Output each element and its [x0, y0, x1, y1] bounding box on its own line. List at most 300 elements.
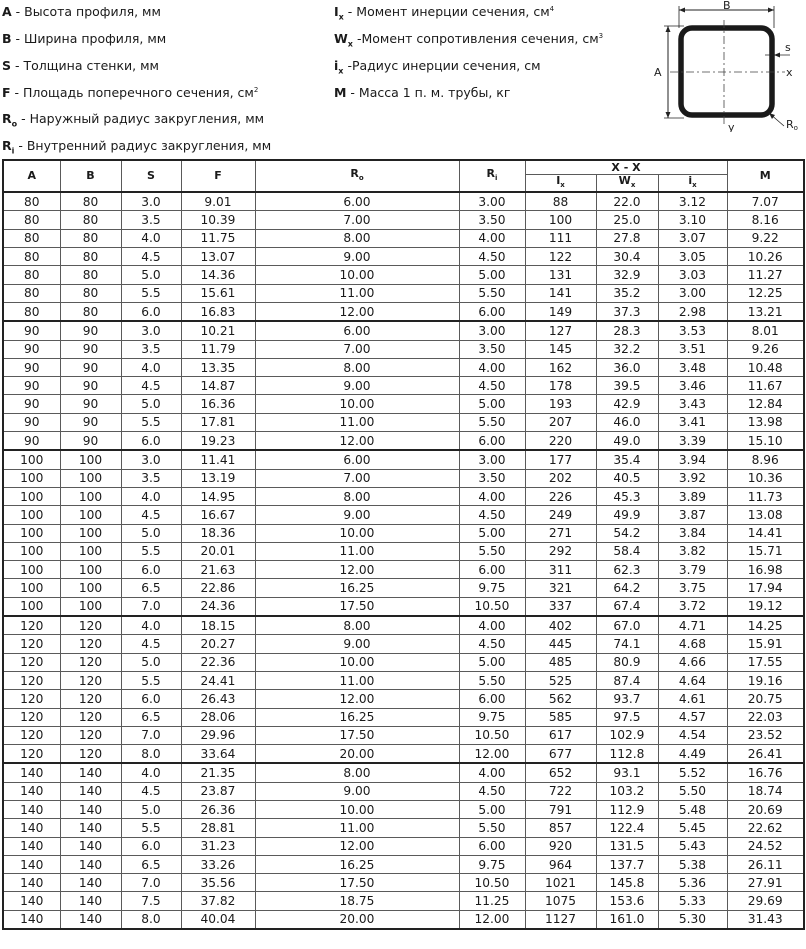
table-cell: 3.03 [658, 266, 727, 284]
table-cell: 249 [525, 506, 596, 524]
table-cell: 11.73 [727, 487, 804, 505]
table-cell: 100 [60, 579, 121, 597]
table-cell: 964 [525, 855, 596, 873]
table-cell: 80.9 [596, 653, 658, 671]
table-cell: 5.0 [121, 266, 181, 284]
table-cell: 33.64 [181, 745, 255, 764]
legend-right-item: $W_x$ -Момент сопротивления сечения, $см^3$ [334, 31, 604, 49]
table-row [3, 469, 804, 487]
table-cell: 7.07 [727, 192, 804, 211]
table-cell: 5.5 [121, 819, 181, 837]
legend-left [2, 0, 271, 161]
table-cell: 17.81 [181, 413, 255, 431]
table-cell: 100 [60, 597, 121, 616]
table-cell: 122.4 [596, 819, 658, 837]
table-cell: 141 [525, 284, 596, 302]
profile-table [2, 159, 805, 930]
table-cell: 5.5 [121, 413, 181, 431]
table-cell: 35.56 [181, 874, 255, 892]
table-cell: 20.27 [181, 635, 255, 653]
table-cell: 11.00 [255, 819, 459, 837]
table-cell: 10.48 [727, 358, 804, 376]
table-cell: 11.67 [727, 377, 804, 395]
table-cell: 112.9 [596, 800, 658, 818]
table-cell: 140 [3, 892, 60, 910]
table-cell: 25.0 [596, 211, 658, 229]
table-row [3, 671, 804, 689]
table-row [3, 340, 804, 358]
table-cell: 31.43 [727, 910, 804, 929]
table-cell: 6.00 [459, 432, 525, 451]
table-cell: 62.3 [596, 561, 658, 579]
table-cell: 140 [60, 874, 121, 892]
table-cell: 3.0 [121, 450, 181, 469]
table-cell: 49.9 [596, 506, 658, 524]
table-cell: 122 [525, 248, 596, 266]
table-cell: 120 [60, 671, 121, 689]
table-cell: 3.51 [658, 340, 727, 358]
table-cell: 4.66 [658, 653, 727, 671]
label-x: x [786, 66, 793, 79]
table-cell: 7.00 [255, 340, 459, 358]
legend-right-item: $I_x$ - Момент инерции сечения, $см^4$ [334, 4, 555, 22]
table-cell: 120 [60, 708, 121, 726]
table-cell: 140 [3, 800, 60, 818]
table-cell: 6.00 [459, 561, 525, 579]
table-cell: 4.64 [658, 671, 727, 689]
table-cell: 5.30 [658, 910, 727, 929]
table-row [3, 211, 804, 229]
table-cell: 90 [3, 377, 60, 395]
table-cell: 220 [525, 432, 596, 451]
table-cell: 5.0 [121, 800, 181, 818]
table-cell: 617 [525, 726, 596, 744]
table-cell: 80 [60, 192, 121, 211]
table-cell: 16.25 [255, 855, 459, 873]
profile-cross-section-diagram [650, 0, 806, 132]
table-cell: 17.50 [255, 597, 459, 616]
table-cell: 12.00 [459, 910, 525, 929]
table-cell: 137.7 [596, 855, 658, 873]
table-cell: 12.00 [255, 432, 459, 451]
table-cell: 24.36 [181, 597, 255, 616]
table-cell: 6.5 [121, 708, 181, 726]
table-cell: 120 [60, 745, 121, 764]
table-cell: 5.0 [121, 653, 181, 671]
table-cell: 12.84 [727, 395, 804, 413]
table-cell: 10.00 [255, 266, 459, 284]
table-cell: 120 [60, 690, 121, 708]
table-cell: 15.10 [727, 432, 804, 451]
table-cell: 93.7 [596, 690, 658, 708]
table-cell: 4.61 [658, 690, 727, 708]
label-ro: Ro [786, 118, 798, 132]
table-row [3, 855, 804, 873]
table-cell: 80 [60, 229, 121, 247]
table-cell: 90 [3, 340, 60, 358]
table-cell: 525 [525, 671, 596, 689]
table-cell: 11.75 [181, 229, 255, 247]
table-cell: 120 [3, 616, 60, 635]
table-cell: 8.96 [727, 450, 804, 469]
table-cell: 3.5 [121, 469, 181, 487]
table-cell: 80 [3, 302, 60, 321]
table-cell: 9.26 [727, 340, 804, 358]
table-cell: 1075 [525, 892, 596, 910]
table-cell: 8.00 [255, 487, 459, 505]
table-row [3, 837, 804, 855]
table-row [3, 745, 804, 764]
table-cell: 177 [525, 450, 596, 469]
table-cell: 3.5 [121, 340, 181, 358]
table-cell: 100 [3, 506, 60, 524]
table-cell: 585 [525, 708, 596, 726]
table-cell: 10.50 [459, 726, 525, 744]
table-cell: 24.52 [727, 837, 804, 855]
table-cell: 162 [525, 358, 596, 376]
table-cell: 8.01 [727, 321, 804, 340]
table-cell: 15.91 [727, 635, 804, 653]
table-cell: 16.25 [255, 708, 459, 726]
table-cell: 3.00 [459, 192, 525, 211]
table-row [3, 597, 804, 616]
table-cell: 14.87 [181, 377, 255, 395]
table-cell: 140 [60, 782, 121, 800]
table-cell: 64.2 [596, 579, 658, 597]
table-cell: 5.45 [658, 819, 727, 837]
table-cell: 6.0 [121, 690, 181, 708]
table-cell: 16.76 [727, 763, 804, 782]
table-cell: 7.0 [121, 597, 181, 616]
legend-right-item: M - Масса 1 п. м. трубы, кг [334, 84, 511, 100]
table-cell: 14.95 [181, 487, 255, 505]
legend-right-item: $i_x$ -Радиус инерции сечения, см [334, 57, 541, 76]
table-cell: 120 [3, 671, 60, 689]
table-cell: 3.50 [459, 211, 525, 229]
table-cell: 6.00 [255, 321, 459, 340]
table-cell: 100 [525, 211, 596, 229]
table-row [3, 635, 804, 653]
table-cell: 10.50 [459, 597, 525, 616]
table-cell: 3.53 [658, 321, 727, 340]
table-cell: 3.0 [121, 192, 181, 211]
table-cell: 3.92 [658, 469, 727, 487]
table-cell: 9.75 [459, 855, 525, 873]
table-cell: 33.26 [181, 855, 255, 873]
table-cell: 120 [3, 708, 60, 726]
table-cell: 90 [60, 377, 121, 395]
table-cell: 9.75 [459, 708, 525, 726]
table-cell: 120 [60, 726, 121, 744]
table-cell: 311 [525, 561, 596, 579]
table-cell: 140 [60, 763, 121, 782]
table-cell: 36.0 [596, 358, 658, 376]
table-cell: 10.39 [181, 211, 255, 229]
header-m: M [727, 160, 804, 192]
table-cell: 14.41 [727, 524, 804, 542]
table-cell: 14.25 [727, 616, 804, 635]
label-s: s [785, 41, 791, 54]
table-cell: 127 [525, 321, 596, 340]
table-cell: 5.48 [658, 800, 727, 818]
table-cell: 6.5 [121, 855, 181, 873]
table-cell: 131 [525, 266, 596, 284]
table-cell: 11.00 [255, 284, 459, 302]
table-cell: 11.27 [727, 266, 804, 284]
table-cell: 90 [60, 432, 121, 451]
table-cell: 4.00 [459, 358, 525, 376]
table-cell: 4.68 [658, 635, 727, 653]
table-cell: 5.33 [658, 892, 727, 910]
header-s: S [121, 160, 181, 192]
table-cell: 10.00 [255, 800, 459, 818]
table-cell: 100 [3, 450, 60, 469]
table-cell: 5.50 [658, 782, 727, 800]
table-cell: 26.41 [727, 745, 804, 764]
table-cell: 80 [60, 211, 121, 229]
table-cell: 19.16 [727, 671, 804, 689]
table-row [3, 579, 804, 597]
header-wx: $W_x$ [596, 175, 658, 193]
table-cell: 49.0 [596, 432, 658, 451]
table-cell: 3.50 [459, 469, 525, 487]
table-cell: 27.8 [596, 229, 658, 247]
header-ri: $R_i$ [459, 160, 525, 192]
table-cell: 5.50 [459, 671, 525, 689]
table-cell: 10.00 [255, 524, 459, 542]
table-cell: 9.00 [255, 248, 459, 266]
table-cell: 80 [3, 266, 60, 284]
table-cell: 100 [60, 524, 121, 542]
table-cell: 9.00 [255, 377, 459, 395]
table-cell: 5.00 [459, 653, 525, 671]
table-cell: 140 [3, 763, 60, 782]
table-cell: 131.5 [596, 837, 658, 855]
table-cell: 6.00 [255, 192, 459, 211]
table-cell: 193 [525, 395, 596, 413]
table-row [3, 542, 804, 560]
table-body [3, 192, 804, 929]
table-cell: 8.0 [121, 910, 181, 929]
table-cell: 3.41 [658, 413, 727, 431]
header-f: F [181, 160, 255, 192]
table-cell: 7.0 [121, 874, 181, 892]
table-row [3, 248, 804, 266]
table-cell: 5.50 [459, 413, 525, 431]
table-cell: 10.36 [727, 469, 804, 487]
table-cell: 18.74 [727, 782, 804, 800]
table-cell: 402 [525, 616, 596, 635]
table-row [3, 874, 804, 892]
table-cell: 9.00 [255, 635, 459, 653]
table-row [3, 266, 804, 284]
table-cell: 90 [60, 321, 121, 340]
table-cell: 67.0 [596, 616, 658, 635]
table-cell: 40.04 [181, 910, 255, 929]
table-cell: 22.36 [181, 653, 255, 671]
table-cell: 11.00 [255, 413, 459, 431]
table-row [3, 892, 804, 910]
table-row [3, 321, 804, 340]
table-cell: 226 [525, 487, 596, 505]
table-cell: 3.00 [658, 284, 727, 302]
table-row [3, 819, 804, 837]
table-cell: 29.69 [727, 892, 804, 910]
table-cell: 90 [3, 395, 60, 413]
table-row [3, 377, 804, 395]
table-cell: 74.1 [596, 635, 658, 653]
table-cell: 677 [525, 745, 596, 764]
table-cell: 791 [525, 800, 596, 818]
table-cell: 90 [60, 358, 121, 376]
table-cell: 100 [3, 561, 60, 579]
table-cell: 17.94 [727, 579, 804, 597]
table-row [3, 395, 804, 413]
table-cell: 17.50 [255, 726, 459, 744]
table-cell: 140 [60, 800, 121, 818]
table-cell: 7.00 [255, 211, 459, 229]
table-cell: 10.50 [459, 874, 525, 892]
table-cell: 80 [60, 284, 121, 302]
table-cell: 4.50 [459, 248, 525, 266]
table-cell: 21.63 [181, 561, 255, 579]
table-cell: 13.08 [727, 506, 804, 524]
legend-left-item: F - Площадь поперечного сечения, $см^2$ [2, 84, 259, 100]
table-cell: 3.39 [658, 432, 727, 451]
table-cell: 120 [60, 616, 121, 635]
table-cell: 111 [525, 229, 596, 247]
table-cell: 5.36 [658, 874, 727, 892]
table-cell: 120 [3, 726, 60, 744]
table-cell: 23.87 [181, 782, 255, 800]
table-cell: 100 [3, 597, 60, 616]
table-row [3, 432, 804, 451]
table-cell: 80 [60, 266, 121, 284]
table-cell: 28.06 [181, 708, 255, 726]
table-cell: 37.3 [596, 302, 658, 321]
table-cell: 321 [525, 579, 596, 597]
table-cell: 120 [3, 745, 60, 764]
table-cell: 3.07 [658, 229, 727, 247]
table-cell: 4.00 [459, 487, 525, 505]
table-cell: 6.00 [255, 450, 459, 469]
table-cell: 88 [525, 192, 596, 211]
table-cell: 26.11 [727, 855, 804, 873]
table-cell: 20.75 [727, 690, 804, 708]
table-cell: 100 [60, 450, 121, 469]
table-cell: 13.21 [727, 302, 804, 321]
table-cell: 10.26 [727, 248, 804, 266]
table-cell: 3.10 [658, 211, 727, 229]
legend-left-item: S - Толщина стенки, мм [2, 57, 159, 73]
table-cell: 12.00 [255, 690, 459, 708]
table-cell: 145 [525, 340, 596, 358]
table-cell: 10.00 [255, 395, 459, 413]
legend-left-item: B - Ширина профиля, мм [2, 31, 167, 47]
table-cell: 9.22 [727, 229, 804, 247]
table-cell: 22.86 [181, 579, 255, 597]
table-cell: 40.5 [596, 469, 658, 487]
table-cell: 8.0 [121, 745, 181, 764]
table-cell: 46.0 [596, 413, 658, 431]
table-row [3, 690, 804, 708]
table-cell: 102.9 [596, 726, 658, 744]
table-cell: 140 [3, 837, 60, 855]
table-cell: 485 [525, 653, 596, 671]
table-cell: 39.5 [596, 377, 658, 395]
table-cell: 20.69 [727, 800, 804, 818]
table-cell: 35.4 [596, 450, 658, 469]
legend-right [334, 0, 603, 107]
table-row [3, 910, 804, 929]
table-cell: 10.00 [255, 653, 459, 671]
table-cell: 722 [525, 782, 596, 800]
table-cell: 140 [3, 819, 60, 837]
table-cell: 11.41 [181, 450, 255, 469]
table-cell: 1021 [525, 874, 596, 892]
table-cell: 31.23 [181, 837, 255, 855]
table-cell: 4.0 [121, 763, 181, 782]
table-cell: 140 [3, 782, 60, 800]
table-cell: 4.57 [658, 708, 727, 726]
table-cell: 6.0 [121, 432, 181, 451]
table-cell: 140 [60, 819, 121, 837]
table-cell: 4.5 [121, 506, 181, 524]
table-cell: 90 [3, 432, 60, 451]
label-b: B [723, 0, 731, 12]
table-cell: 3.46 [658, 377, 727, 395]
table-cell: 19.23 [181, 432, 255, 451]
table-cell: 5.5 [121, 671, 181, 689]
table-cell: 6.00 [459, 837, 525, 855]
table-cell: 857 [525, 819, 596, 837]
table-cell: 4.5 [121, 377, 181, 395]
table-cell: 32.9 [596, 266, 658, 284]
tube-outline [681, 28, 772, 115]
table-cell: 90 [3, 413, 60, 431]
table-cell: 58.4 [596, 542, 658, 560]
table-row [3, 506, 804, 524]
table-cell: 9.00 [255, 782, 459, 800]
table-cell: 67.4 [596, 597, 658, 616]
table-cell: 100 [60, 506, 121, 524]
table-cell: 120 [60, 635, 121, 653]
table-cell: 652 [525, 763, 596, 782]
table-cell: 920 [525, 837, 596, 855]
table-cell: 9.00 [255, 506, 459, 524]
table-cell: 16.67 [181, 506, 255, 524]
header-b: B [60, 160, 121, 192]
table-cell: 5.5 [121, 542, 181, 560]
header-ro: $R_o$ [255, 160, 459, 192]
table-cell: 5.5 [121, 284, 181, 302]
table-cell: 16.98 [727, 561, 804, 579]
table-cell: 12.00 [459, 745, 525, 764]
table-cell: 100 [3, 524, 60, 542]
table-cell: 12.00 [255, 561, 459, 579]
table-cell: 20.01 [181, 542, 255, 560]
table-cell: 3.94 [658, 450, 727, 469]
table-row [3, 284, 804, 302]
table-cell: 16.25 [255, 579, 459, 597]
table-cell: 8.00 [255, 616, 459, 635]
table-cell: 140 [60, 910, 121, 929]
table-cell: 161.0 [596, 910, 658, 929]
table-cell: 15.71 [727, 542, 804, 560]
table-cell: 12.25 [727, 284, 804, 302]
table-cell: 337 [525, 597, 596, 616]
table-cell: 3.5 [121, 211, 181, 229]
